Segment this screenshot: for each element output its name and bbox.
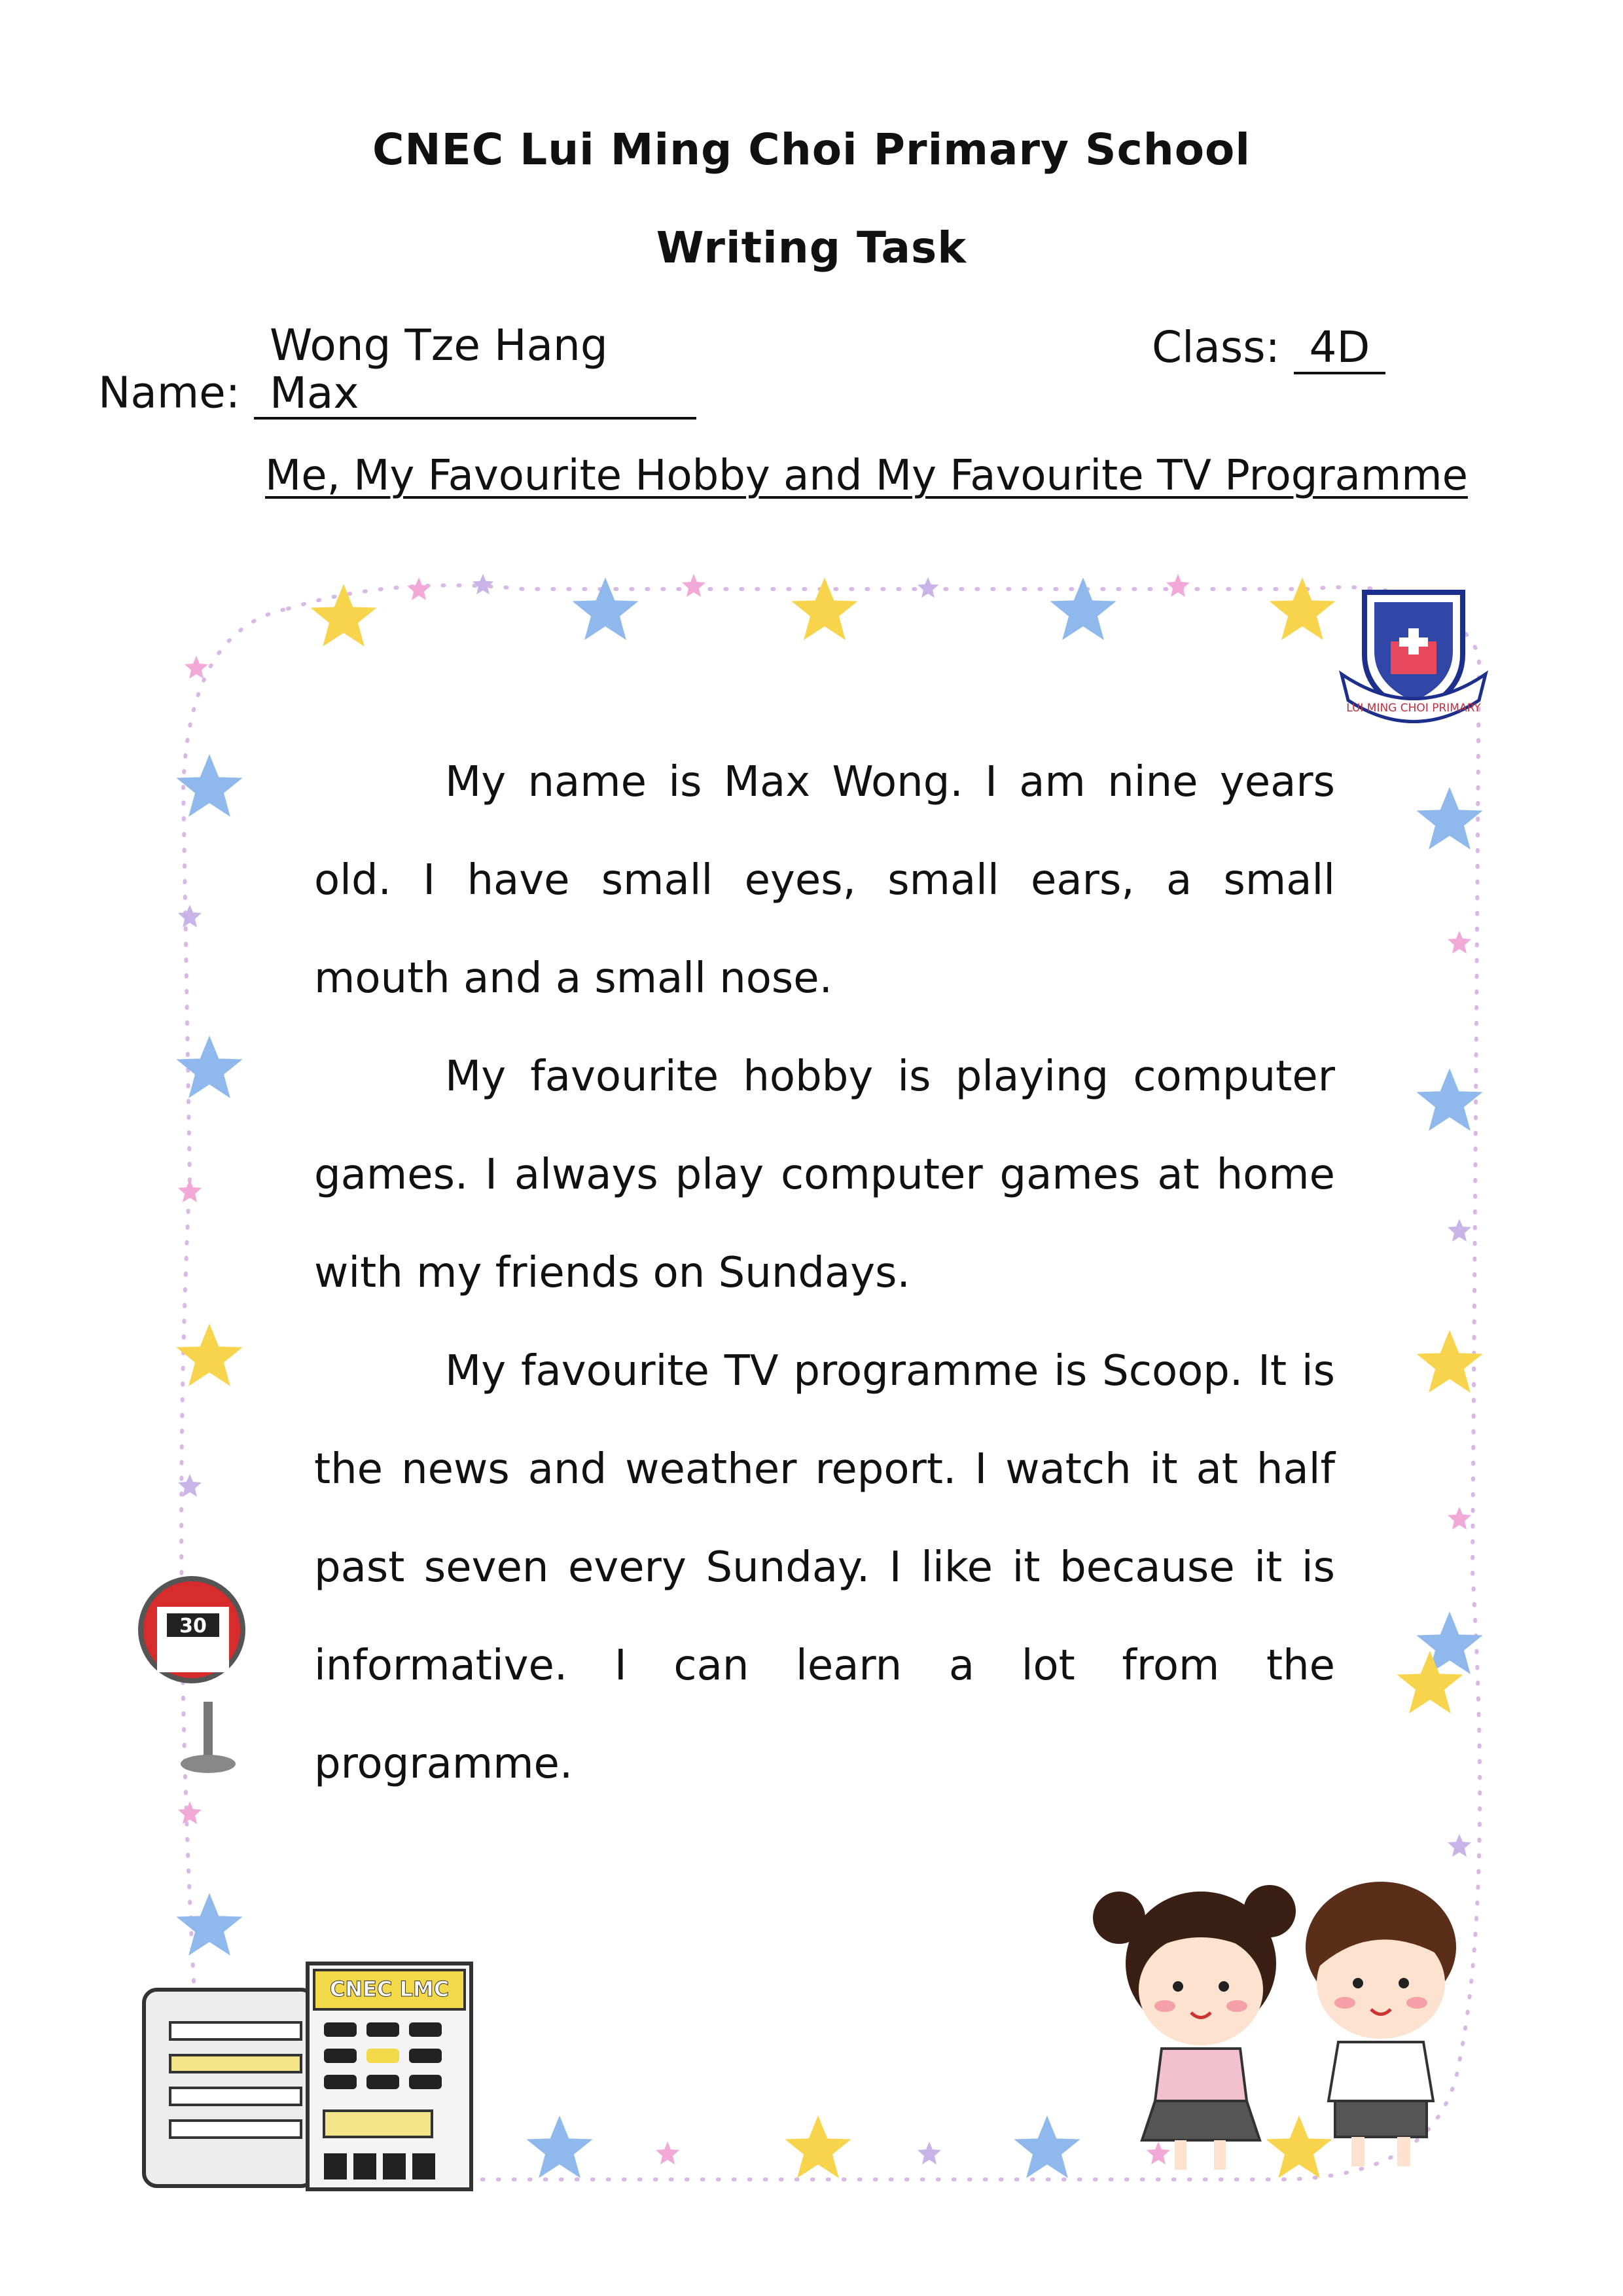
star-icon [176, 1893, 242, 1956]
star-icon [176, 754, 242, 817]
star-icon [791, 577, 857, 640]
essay-paragraph: My favourite hobby is playing computer games. I always play computer games at home with my friends on Sundays. [314, 1052, 1335, 1297]
building-sign-text: CNEC LMC [329, 1977, 450, 2001]
star-icon [1266, 2115, 1332, 2178]
school-building-illustration [144, 1964, 471, 2189]
essay-topic: Me, My Favourite Hobby and My Favourite TV Programme [265, 452, 1468, 500]
essay-paragraph: My name is Max Wong. I am nine years old. I have small eyes, small ears, a small mouth and a small nose. [314, 758, 1335, 1003]
class-value: 4D [1294, 324, 1385, 374]
bus-stop-sign-illustration [141, 1579, 243, 1773]
star-icon [526, 2115, 592, 2178]
students-illustration [1093, 1882, 1456, 2170]
class-label: Class: [1152, 322, 1280, 372]
essay-paragraph: My favourite TV programme is Scoop. It is the news and weather report. I watch it at half past seven every Sunday. I like it because it is informative. I can learn a lot from the programme. [314, 1347, 1335, 1788]
star-icon [1269, 577, 1335, 640]
star-icon [310, 584, 376, 647]
school-badge-logo [1342, 592, 1486, 722]
school-name: CNEC Lui Ming Choi Primary School [372, 124, 1251, 175]
star-icon [1416, 787, 1482, 850]
essay-body [314, 733, 1335, 1813]
star-icon [1416, 1068, 1482, 1131]
star-icon [1014, 2115, 1080, 2178]
star-icon [176, 1323, 242, 1386]
star-icon [572, 577, 638, 640]
star-icon [176, 1035, 242, 1098]
star-icon [785, 2115, 851, 2178]
bus-stop-number: 30 [179, 1615, 207, 1638]
star-icon [1050, 577, 1116, 640]
name-value: Wong Tze Hang Max [254, 322, 696, 420]
task-title: Writing Task [656, 223, 967, 273]
school-badge-text: LUI MING CHOI PRIMARY [1346, 702, 1481, 715]
name-label: Name: [98, 367, 240, 418]
